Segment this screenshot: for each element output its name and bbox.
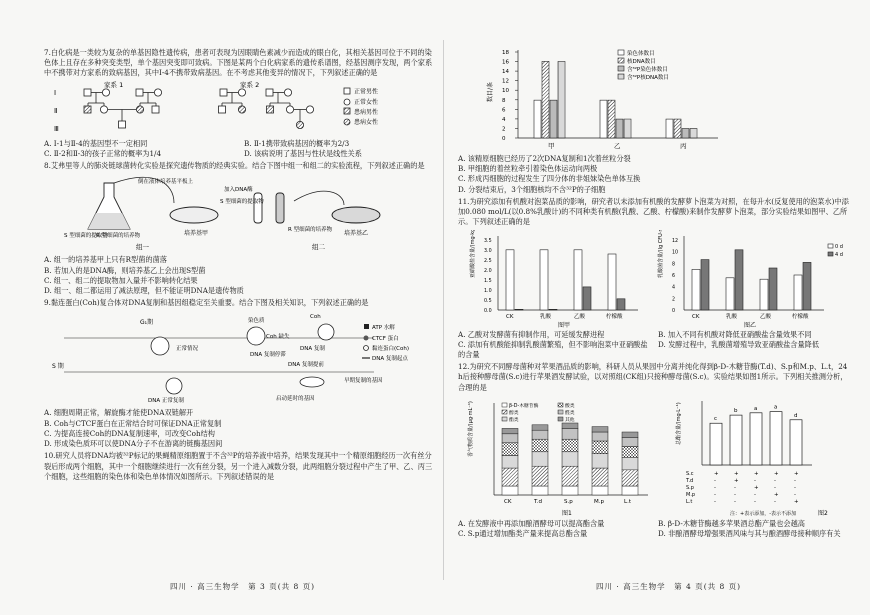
q12-fig2-mark: +	[754, 484, 759, 491]
q9-label-4: DNA 复制	[300, 346, 325, 353]
pedigree-female	[284, 89, 291, 96]
legend-ctcf-icon	[364, 336, 369, 341]
q12-fig2-mark: -	[734, 491, 736, 498]
q12-fig2-caption: 图2	[818, 509, 828, 517]
q9-option-b[interactable]: B. Coh与CTCF蛋白在正常结合时可保证DNA正常复制	[44, 418, 222, 428]
q11-c1-bar	[608, 254, 616, 310]
q12-legend-4: 醛类	[565, 410, 575, 416]
legend-affected-male: 患病男性	[354, 108, 379, 116]
q11-c1-ytick: 3.5	[484, 238, 492, 244]
cohesin-diagram	[44, 310, 436, 406]
q12-fig2-mark: -	[714, 477, 716, 484]
q7-option-a[interactable]: A. Ⅰ-1与Ⅱ-4的基因型不一定相同	[44, 138, 148, 148]
q12-fig1-segment	[622, 457, 638, 470]
q12-fig1-segment	[562, 466, 578, 486]
q12-fig2-mark: +	[714, 470, 719, 477]
q10-ytick: 14	[502, 69, 509, 76]
q12-cat-2: S.p	[564, 498, 573, 505]
column-divider	[443, 40, 444, 580]
q12-fig2-letter: a	[754, 405, 758, 412]
q8-label-0: 倒在液体培养基平板上	[138, 179, 194, 186]
pedigree-male	[84, 89, 91, 96]
q12-cat-1: T.d	[534, 498, 542, 505]
q11-c1-bar	[574, 249, 582, 309]
q12-fig1-segment	[562, 486, 578, 495]
q12-fig2-mark: -	[714, 491, 716, 498]
q10-ytick: 6	[502, 107, 506, 114]
q12-legend-3: 酸类	[565, 403, 575, 409]
q11-charts	[458, 230, 850, 328]
q8-label-3: 培养基甲	[184, 230, 209, 238]
q12-fig1-segment	[532, 430, 548, 439]
q12-fig1-segment	[532, 425, 548, 430]
q7-pedigree	[44, 81, 436, 137]
q12-fig2-mark: +	[734, 470, 739, 477]
q10-legend-swatch-0	[618, 50, 624, 55]
q8-label-7: 培养基乙	[344, 230, 369, 238]
q12-option-c[interactable]: C. S.p通过增加酯类产量来提高总酯含量	[458, 529, 588, 539]
q10-bar	[608, 100, 615, 138]
q12-fig1-segment	[562, 428, 578, 439]
q11-option-c[interactable]: C. 添加有机酸能抑制乳酸菌繁殖，但不影响泡菜中亚硝酸盐的含量	[458, 339, 648, 359]
footer-right: 四川 · 高三生物学 第 4 页(共 8 页)	[596, 582, 742, 591]
q11-options	[458, 330, 850, 361]
q10-option-c[interactable]: C. 形成丙细胞的过程发生了四分体的非姐妹染色单体互换	[458, 174, 641, 184]
q9-stem: 9.黏连蛋白(Coh)复合体对DNA复制和基因组稳定至关重要。结合下图及相关知识，下列叙述正确的是	[44, 298, 369, 308]
pedigree-affected-male	[267, 106, 274, 113]
q11-stem: 11.为研究添加有机酸对泡菜品质的影响，研究者以未添加有机酸的发酵萝卜泡菜为对照，在每升水(反复使用的泡菜水)中添加0.080 mol/L(以0.8%乳酸计)的不同种类有机酸(乳酸、乙酸、柠檬酸)来制作发酵萝卜泡菜，部分实验结果如图甲、乙所示。下列叙述正确的是	[458, 196, 849, 227]
q10-option-d[interactable]: D. 分裂结束后，3个细胞核均不含³²P的子细胞	[458, 184, 606, 194]
q11-c1-bar	[540, 249, 548, 309]
chromatin-loop-icon	[166, 378, 182, 394]
footer-left: 四川 · 高三生物学 第 3 页(共 8 页)	[170, 582, 316, 591]
q10-bar-chart	[458, 42, 850, 152]
q8-label-2: R 型细菌的培养物	[96, 233, 141, 240]
right-column	[458, 40, 850, 541]
q8-stem: 8.艾弗里等人的肺炎链球菌转化实验是探究遗传物质的经典实验。结合下图中组一和组二的实验流程，下列叙述正确的是	[44, 161, 425, 171]
q10-bar	[550, 100, 557, 138]
q10-category-1: 乙	[614, 142, 621, 150]
q10-bar	[674, 119, 681, 138]
question-12	[458, 362, 850, 539]
q12-fig2-row-label: L.t	[686, 498, 693, 505]
q10-options	[458, 154, 850, 195]
legend-affected-female: 患病女性	[354, 118, 379, 126]
q10-bar	[534, 100, 541, 138]
q12-fig2-mark: -	[794, 491, 796, 498]
q7-options	[44, 139, 436, 159]
q12-fig2-bar	[750, 413, 762, 465]
q11-c2-ytick: 8	[672, 261, 676, 267]
q9-label-2: Coh 缺失	[266, 334, 290, 341]
q11-chart1-ylabel: 亚硝酸盐含量/(mg·kg⁻¹)	[470, 229, 476, 278]
q8-label-6: R 型细菌的培养物	[288, 227, 333, 234]
q10-legend-swatch-3	[618, 74, 624, 79]
q12-fig1-segment	[592, 426, 608, 431]
q12-fig2-row-label: M.p	[686, 491, 696, 498]
q12-option-d[interactable]: D. 非酿酒酵母增强果酒风味与其与酿酒酵母接种顺序有关	[658, 529, 841, 539]
pedigree-male	[119, 121, 126, 128]
q9-label-8: DNA 复制提前	[288, 362, 324, 369]
q12-fig1-segment	[532, 452, 548, 466]
q9-label-15: 启动延时的基因	[276, 396, 315, 403]
q10-ytick: 0	[502, 136, 506, 142]
q9-label-5: Coh	[310, 314, 321, 321]
q9-label-10: CTCF 蛋白	[372, 336, 399, 343]
q12-fig2-letter: b	[734, 407, 738, 414]
q12-fig2-note: 注：+表示添加，-表示不添加	[730, 510, 796, 517]
q11-cat-3: 柠檬酸	[606, 313, 623, 320]
q11-c1-ytick: 0.0	[484, 308, 492, 314]
pedigree-chart	[44, 81, 436, 137]
q12-fig2-mark: -	[774, 498, 776, 505]
q10-legend-0: 染色体数目	[627, 51, 655, 57]
q12-fig1-segment	[592, 453, 608, 467]
q10-chart	[458, 42, 850, 152]
q12-legend-2: 酯类	[509, 417, 519, 423]
q8-group2: 组二	[312, 243, 325, 252]
q11-chart2-ylabel: 乳酸菌含量/(lg CFU·mL⁻¹)	[658, 229, 664, 278]
pedigree-female	[100, 106, 107, 113]
q12-fig2-mark: +	[774, 491, 779, 498]
q7-option-b[interactable]: B. Ⅱ-1携带致病基因的概率为2/3	[244, 138, 350, 148]
q12-fig1-segment	[532, 466, 548, 486]
q10-bar	[542, 61, 549, 138]
q11-figures	[458, 230, 850, 328]
q9-option-a[interactable]: A. 细胞周期正常，解旋酶才能使DNA双链解开	[44, 408, 194, 418]
q11-option-d[interactable]: D. 发酵过程中，乳酸菌增殖导致亚硝酸盐含量降低	[658, 339, 820, 349]
pour-arrow	[294, 191, 344, 205]
q12-fig2-bar	[770, 411, 782, 464]
legend-normal-male-icon	[344, 88, 350, 94]
q9-label-13: DNA 正常复制	[148, 398, 184, 405]
q12-fig2-row-label: S.p	[686, 484, 694, 491]
q11-c1-ytick: 1.0	[484, 288, 492, 294]
question-8	[44, 161, 436, 296]
q7-stem: 7.白化病是一类较为复杂的单基因隐性遗传病，患者可表现为因眼睛色素减少而造成的眼白化，其相关基因可位于不同的染色体上且存在多种突变类型，单个基因突变即可致病。下图是某两个白化病家系的遗传系谱图，经基因测序发现，两个家系中不携带对方家系的致病基因，其中Ⅰ-4不携带致病基因。在不考虑其他变异的情况下，下列叙述正确的是	[44, 48, 433, 78]
legend-normal-female: 正常女性	[354, 98, 379, 106]
q12-fig1-segment	[592, 432, 608, 441]
q12-fig1-segment	[502, 455, 518, 468]
q12-option-a[interactable]: A. 在发酵液中再添加酿酒酵母可以提高酯含量	[458, 518, 605, 528]
q11-cat-1: 乳酸	[540, 313, 552, 320]
q12-fig2-mark: -	[754, 491, 756, 498]
q12-fig2-mark: -	[774, 484, 776, 491]
pedigree-female	[154, 89, 161, 96]
q11-c2-bar	[769, 268, 777, 310]
q12-cat-4: L.t	[624, 498, 631, 505]
q12-legend-0: β-D-木糖苷酶	[509, 403, 539, 409]
q12-charts	[458, 395, 850, 517]
q10-ytick: 10	[502, 88, 509, 95]
q12-legend-1: 醇类	[509, 410, 519, 416]
q12-fig1-segment	[502, 443, 518, 456]
q12-fig1-legend	[502, 402, 575, 423]
q10-ytick: 12	[502, 78, 509, 85]
pedigree-male	[152, 106, 159, 113]
q11-legend-swatch-0	[828, 244, 833, 248]
q11-c1-bar	[549, 309, 557, 310]
gen-label-1: Ⅰ	[54, 88, 57, 97]
q12-fig2-mark: +	[794, 470, 799, 477]
q12-fig1-segment	[502, 468, 518, 486]
q11-cat2-0: CK	[692, 313, 700, 320]
q11-c1-ytick: 1.5	[484, 278, 492, 284]
q12-fig2-bar	[710, 423, 722, 465]
pedigree-female	[238, 89, 245, 96]
legend-normal-female-icon	[344, 99, 350, 105]
q12-option-b[interactable]: B. β-D-木糖苷酶越多苹果酒总酯产量也会越高	[658, 518, 805, 528]
q11-cat-2: 乙酸	[574, 313, 586, 320]
q12-fig2-mark: -	[794, 484, 796, 491]
q12-fig2-bar	[730, 415, 742, 465]
q12-stem: 12.为研究不同酵母菌种对苹果酒品质的影响，科研人员从果园中分离并纯化得到β-D-木糖苷酶(T.d)、S.p和M.p、L.t，24 h后接种酵母菌(S.c)进行苹果酒发酵试验，以对照组(CK组)只接种酵母菌(S.c)。实验结果如图1所示。下列相关推测分析，合理的是	[458, 362, 848, 392]
pedigree-affected-male	[84, 106, 91, 113]
gen-label-3: Ⅲ	[54, 124, 59, 133]
q12-fig2-letter: d	[794, 412, 798, 419]
q11-c2-ytick: 0	[672, 308, 676, 314]
q12-fig2-letter: c	[714, 416, 718, 423]
q12-fig1-segment	[622, 470, 638, 486]
test-tube-icon	[254, 193, 262, 223]
q11-cat-0: CK	[506, 313, 514, 320]
q12-fig2-mark: -	[794, 477, 796, 484]
pedigree-female	[286, 106, 293, 113]
q10-ytick: 18	[502, 50, 509, 56]
q12-fig1-segment	[592, 468, 608, 486]
pedigree-affected-female	[296, 121, 303, 128]
q8-options	[44, 255, 436, 296]
gen-label-2: Ⅱ	[54, 106, 58, 115]
q11-c2-bar	[803, 262, 811, 310]
q11-option-a[interactable]: A. 乙酸对发酵菌有抑制作用，可延缓发酵进程	[458, 329, 605, 339]
q11-cat2-1: 乳酸	[726, 313, 738, 320]
q9-label-9: ATP 水解	[372, 325, 395, 332]
q10-option-b[interactable]: B. 甲细胞的着丝粒牵引着染色体运动向两极	[458, 164, 598, 174]
q12-options	[458, 519, 850, 539]
q12-fig2-row-label: T.d	[686, 477, 694, 484]
q12-fig1-segment	[532, 439, 548, 452]
q12-fig1-segment	[592, 486, 608, 495]
q9-option-c[interactable]: C. 为提高连接Coh的DNA复制速率，可改变Coh结构	[44, 428, 215, 438]
pedigree-male	[219, 106, 226, 113]
pedigree-female	[306, 106, 313, 113]
q10-bar	[558, 61, 565, 138]
q11-legend-0: 0 d	[835, 243, 843, 250]
question-7	[44, 48, 436, 159]
q10-bar	[624, 119, 631, 138]
q10-legend-1: 核DNA数目	[627, 59, 656, 65]
q8-label-5: S 型细菌的提取物	[220, 199, 264, 206]
q7-option-d[interactable]: D. 该病说明了基因与性状是线性关系	[244, 148, 362, 158]
q8-option-a[interactable]: A. 组一的培养基甲上只有R型菌的菌落	[44, 255, 167, 265]
q10-ytick: 4	[502, 116, 506, 123]
q12-fig1-segment	[562, 452, 578, 466]
petri-dish-icon	[170, 207, 218, 223]
q12-fig2-mark: +	[774, 470, 779, 477]
q12-fig2-mark: -	[734, 484, 736, 491]
q8-label-4: 加入DNA酶	[224, 187, 253, 194]
legend-atp-icon	[364, 324, 369, 329]
family2-label: 家系 2	[240, 80, 260, 89]
q10-bar	[600, 100, 607, 138]
q11-cat2-2: 乙酸	[760, 313, 772, 320]
q9-options	[44, 408, 436, 449]
legend-cohesin-icon	[364, 346, 369, 351]
q11-cat2-3: 柠檬酸	[792, 313, 809, 320]
transformation-experiment-diagram	[44, 173, 436, 253]
q10-legend-2: 含³²P染色体数目	[627, 67, 668, 73]
q12-fig2-mark: -	[774, 477, 776, 484]
q9-figure	[44, 310, 436, 406]
q10-legend-swatch-2	[618, 66, 624, 71]
q12-fig2-row-label: S.c	[686, 470, 694, 477]
q12-fig1-segment	[562, 423, 578, 428]
question-10	[44, 451, 436, 482]
q10-stem: 10.研究人员将DNA均被³²P标记的果蝇精原细胞置于不含³²P的培养液中培养，结果发现其中一个精原细胞经历一次有丝分裂后形成两个细胞，其中一个细胞继续进行一次有丝分裂，另一个进入减数分裂，此两细胞分裂过程中产生了甲、乙、丙三个细胞，这些细胞的染色体和染色单体情况如图所示。下列叙述错误的是	[44, 451, 433, 481]
q9-label-1: 正常情况	[176, 346, 199, 353]
q12-fig1-segment	[622, 486, 638, 495]
q12-fig2-mark: -	[734, 498, 736, 505]
q11-c1-ytick: 3.0	[484, 248, 492, 254]
replication-bubble-icon	[300, 377, 324, 387]
q10-bar	[666, 119, 673, 138]
q12-fig2-mark: +	[734, 477, 739, 484]
q10-bar	[690, 129, 697, 138]
q12-fig1-segment	[502, 434, 518, 443]
q8-group1: 组一	[136, 243, 149, 252]
q12-fig2-mark: -	[754, 498, 756, 505]
q12-cat-0: CK	[504, 498, 512, 505]
q10-legend-swatch-1	[618, 58, 624, 63]
pedigree-male	[266, 89, 273, 96]
pedigree-female	[102, 89, 109, 96]
q11-c2-ytick: 4	[672, 285, 676, 291]
q12-cat-3: M.p	[594, 498, 604, 505]
q11-c2-bar	[692, 269, 700, 310]
petri-dish-icon	[332, 207, 380, 223]
q9-label-3: 染色质	[248, 318, 265, 325]
q12-fig2-mark: +	[754, 470, 759, 477]
q12-fig2-mark: -	[754, 477, 756, 484]
q10-bar	[616, 119, 623, 138]
q11-c1-ytick: 0.5	[484, 298, 492, 304]
q12-fig2-bar	[790, 420, 802, 465]
q9-label-6: S 期	[52, 363, 64, 371]
q11-legend-1: 4 d	[835, 251, 843, 258]
q12-fig1-segment	[502, 428, 518, 433]
q10-category-0: 甲	[548, 142, 555, 150]
q11-legend-swatch-1	[828, 252, 833, 256]
q9-label-0: G₁期	[140, 319, 154, 327]
chromatin-loop-icon	[247, 327, 265, 345]
q10-category-2: 丙	[680, 142, 687, 150]
pedigree-affected-female	[136, 106, 143, 113]
q9-label-7: DNA 复制停滞	[250, 352, 286, 359]
q12-fig2-mark: -	[714, 498, 716, 505]
q11-c2-bar	[726, 277, 734, 309]
legend-affected-female-icon	[344, 119, 350, 125]
q11-option-b[interactable]: B. 加入不同有机酸对降低亚硝酸盐含量效果不同	[658, 329, 812, 339]
q12-legend-5: 其他	[565, 417, 575, 423]
q12-fig2-ylabel: 总酯含量/(mg·L⁻¹)	[676, 402, 682, 445]
q11-caption2: 图乙	[744, 321, 757, 328]
q11-c2-bar	[794, 275, 802, 310]
q11-c2-ytick: 2	[672, 296, 676, 302]
q12-fig2-letter: a	[774, 404, 778, 411]
q12-fig2-mark: +	[794, 498, 799, 505]
q8-option-b[interactable]: B. 若加入的是DNA酶，则培养基乙上会出现S型菌	[44, 265, 206, 275]
pedigree-affected-female	[238, 106, 245, 113]
q11-c1-ytick: 2.0	[484, 268, 492, 274]
q11-c2-bar	[760, 279, 768, 310]
q12-fig1-segment	[622, 432, 638, 437]
pedigree-male	[220, 89, 227, 96]
q10-ytick: 16	[502, 59, 509, 66]
q12-fig1-segment	[622, 437, 638, 446]
q9-label-14: 早期复制的基因	[344, 378, 383, 385]
q8-option-d[interactable]: D. 组一、组二都运用了减法原理，但不能证明DNA是遗传物质	[44, 285, 244, 295]
left-column	[44, 48, 436, 484]
q12-fig1-segment	[532, 486, 548, 495]
q10-ytick: 8	[502, 97, 506, 104]
question-9	[44, 298, 436, 449]
q10-legend-3: 含³²P核DNA数目	[627, 75, 669, 81]
q11-c1-bar	[515, 309, 523, 310]
q12-fig2-mark: -	[714, 484, 716, 491]
q10-bar	[682, 129, 689, 138]
q11-c1-bar	[583, 286, 591, 309]
q11-c2-bar	[701, 259, 709, 309]
question-11	[458, 197, 850, 360]
q12-fig1-caption: 图1	[562, 509, 572, 517]
chromatin-loop-icon	[318, 324, 334, 340]
legend-normal-male: 正常男性	[354, 88, 379, 96]
q10-ytick: 2	[502, 126, 506, 133]
q8-option-c[interactable]: C. 组一、组二的提取物加入量并不影响转化结果	[44, 275, 198, 285]
q12-fig1-segment	[622, 446, 638, 457]
q8-figure	[44, 173, 436, 253]
q12-fig1-segment	[592, 441, 608, 454]
q11-c2-ytick: 6	[672, 273, 676, 279]
q12-fig1-segment	[562, 439, 578, 452]
q10-option-a[interactable]: A. 该精原细胞已经历了2次DNA复制和1次着丝粒分裂	[458, 154, 631, 163]
chromatin-loop-icon	[151, 337, 169, 355]
q11-c2-bar	[735, 249, 743, 309]
family1-label: 家系 1	[104, 80, 124, 89]
test-tube-icon	[276, 193, 284, 223]
q9-option-d[interactable]: D. 形成染色质环可以使DNA分子不在游离的链酶基因间	[44, 439, 223, 449]
q8-label-1: S 型细菌的提取物	[64, 233, 108, 240]
q11-c1-ytick: 2.5	[484, 258, 492, 264]
q11-c2-ytick: 10	[672, 250, 679, 256]
q12-fig1-ylabel: 香气物质含量/(μg·mL⁻¹)	[468, 401, 474, 457]
q9-label-11: 黏连蛋白(Coh)	[372, 346, 409, 353]
q11-c1-bar	[506, 249, 514, 309]
q12-figures	[458, 395, 850, 517]
q12-fig1-segment	[502, 486, 518, 495]
pedigree-male	[136, 89, 143, 96]
legend-affected-male-icon	[344, 108, 350, 114]
q9-label-12: DNA 复制起点	[372, 356, 408, 363]
q7-option-c[interactable]: C. Ⅱ-2和Ⅱ-3的孩子正常的概率为1/4	[44, 148, 162, 158]
q11-c2-ytick: 12	[672, 238, 679, 244]
q11-c1-bar	[617, 298, 625, 309]
q11-caption1: 图甲	[558, 321, 571, 328]
q10-ylabel: 数目/条	[487, 81, 494, 102]
